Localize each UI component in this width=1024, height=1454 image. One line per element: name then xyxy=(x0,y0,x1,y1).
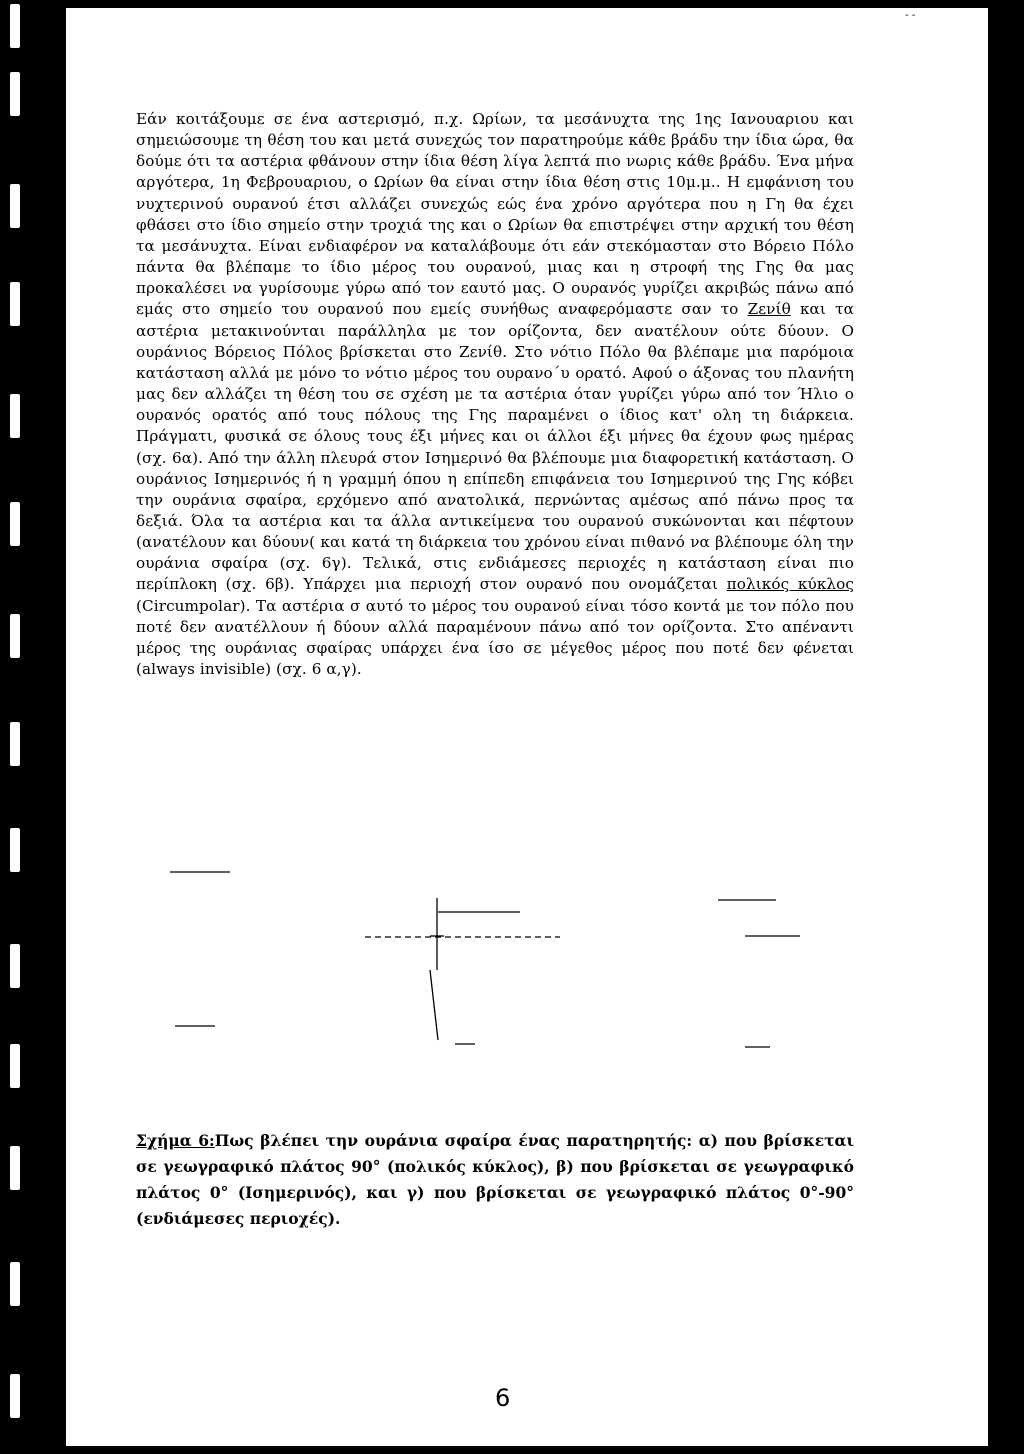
body-paragraph xyxy=(136,109,854,680)
sprocket-hole xyxy=(10,944,20,988)
sprocket-hole xyxy=(10,614,20,658)
body-text-part-1: Εάν κοιτάξουμε σε ένα αστερισμό, π.χ. Ωρίων, τα μεσάνυχτα της 1ης Ιανουαριου και σημειώσουμε τη θέση του και μετά συνεχώς τον παρατηρούμε κάθε βράδυ την ίδια ώρα, θα δούμε ότι τα αστέρια φθάνουν στην ίδια θέση λίγα λεπτά πιο νωρις κάθε βράδυ. Ένα μήνα αργότερα, 1η Φεβρουαριου, ο Ωρίων θα είναι στην ίδια θέση στις 10μ.μ.. Η εμφάνιση του νυχτερινού ουρανού έτσι αλλάζει συνεχώς εώς ένα χρόνο αργότερα που η Γη θα έχει φθάσει στο ίδιο σημείο στην τροχιά της και ο Ωρίων θα επιστρέψει στην αρχική του θέση τα μεσάνυχτα. Είναι ενδιαφέρον να καταλάβουμε ότι εάν στεκόμασταν στο Βόρειο Πόλο πάντα θα βλέπαμε το ίδιο μέρος του ουρανού, μιας και η στροφή της Γης θα μας προκαλέσει να γυρίσουμε γύρω από τον εαυτό μας. Ο ουρανός γυρίζει ακριβώς πάνω από εμάς στο σημείο του ουρανού που εμείς συνήθως αναφερόμαστε σαν το xyxy=(136,110,854,319)
figure-caption-text: Πως βλέπει την ουράνια σφαίρα ένας παρατηρητής: α) που βρίσκεται σε γεωγραφικό πλάτος 90° (πολικός κύκλος), β) που βρίσκεται σε γεωγραφικό πλάτος 0° (Ισημερινός), και γ) που βρίσκεται σε γεωγραφικό πλάτος 0°-90° (ενδιάμεσες περιοχές). xyxy=(136,1131,854,1228)
sprocket-hole xyxy=(10,1262,20,1306)
sprocket-hole xyxy=(10,4,20,48)
sprocket-hole xyxy=(10,184,20,228)
circumpolar-term: πολικός κύκλος xyxy=(726,575,855,594)
page-number: 6 xyxy=(495,1384,511,1412)
sprocket-hole xyxy=(10,502,20,546)
figure-caption-label: Σχήμα 6: xyxy=(136,1131,215,1150)
body-text-part-2: και τα αστέρια μετακινούνται παράλληλα με τον ορίζοντα, δεν ανατέλουν ούτε δύουν. Ο ουράνιος Βόρειος Πόλος βρίσκεται στο Ζενίθ. Στο νότιο Πόλο θα βλέπαμε μια παρόμοια κατάσταση αλλά με μόνο το νότιο μέρος του ουρανο΄υ ορατό. Αφού ο άξονας του πλανήτη μας δεν αλλάζει τη θέση του σε σχέση με τα αστέρια όταν γυρίζει γύρω από τον Ήλιο ο ουρανός ορατός από τους πόλους της Γης παραμένει ο ίδιος κατ' ολη τη διάρκεια. Πράγματι, φυσικά σε όλους τους έξι μήνες και οι άλλοι έξι μήνες θα έχουν φως ημέρας (σχ. 6α). Από την άλλη πλευρά στον Ισημερινό θα βλέπουμε μια διαφορετική κατάσταση. Ο ουράνιος Ισημερινός ή η γραμμή όπου η επίπεδη επιφάνεια του Ισημερινού της Γης κόβει την ουράνια σφαίρα, ερχόμενο από ανατολικά, περνώντας αμέσως από πάνω προς τα δεξιά. Όλα τα αστέρια και τα άλλα αντικείμενα του ουρανού συκώνονται και πέφτουν (ανατέλουν και δύουν( και κατά τη διάρκεια του χρόνου είναι πιθανό να βλέπουμε όλη την ουράνια σφαίρα (σχ. 6γ). Τελικά, στις ενδιάμεσες περιοχές η κατάσταση είναι πιο περίπλοκη (σχ. 6β). Υπάρχει μια περιοχή στον ουρανό που ονομάζεται xyxy=(136,300,854,594)
figure-caption xyxy=(136,1128,854,1232)
sprocket-hole xyxy=(10,1146,20,1190)
sprocket-hole xyxy=(10,394,20,438)
sprocket-hole xyxy=(10,282,20,326)
sprocket-hole xyxy=(10,722,20,766)
sprocket-hole xyxy=(10,1374,20,1418)
sprocket-hole xyxy=(10,828,20,872)
zenith-term: Ζενίθ xyxy=(747,300,791,319)
body-text-part-3: (Circumpolar). Τα αστέρια σ αυτό το μέρος του ουρανού είναι τόσο κοντά με τον πόλο που ποτέ δεν ανατέλλουν ή δύουν αλλά παραμένουν πάνω από τον ορίζοντα. Στο απέναντι μέρος της ουράνιας σφαίρας υπάρχει ένα ίσο σε μέγεθος μέρος που ποτέ δεν φένεται (always invisible) (σχ. 6 α,γ). xyxy=(136,596,854,679)
sprocket-hole xyxy=(10,72,20,116)
corner-mark: - - xyxy=(905,10,916,21)
sprocket-hole xyxy=(10,1044,20,1088)
